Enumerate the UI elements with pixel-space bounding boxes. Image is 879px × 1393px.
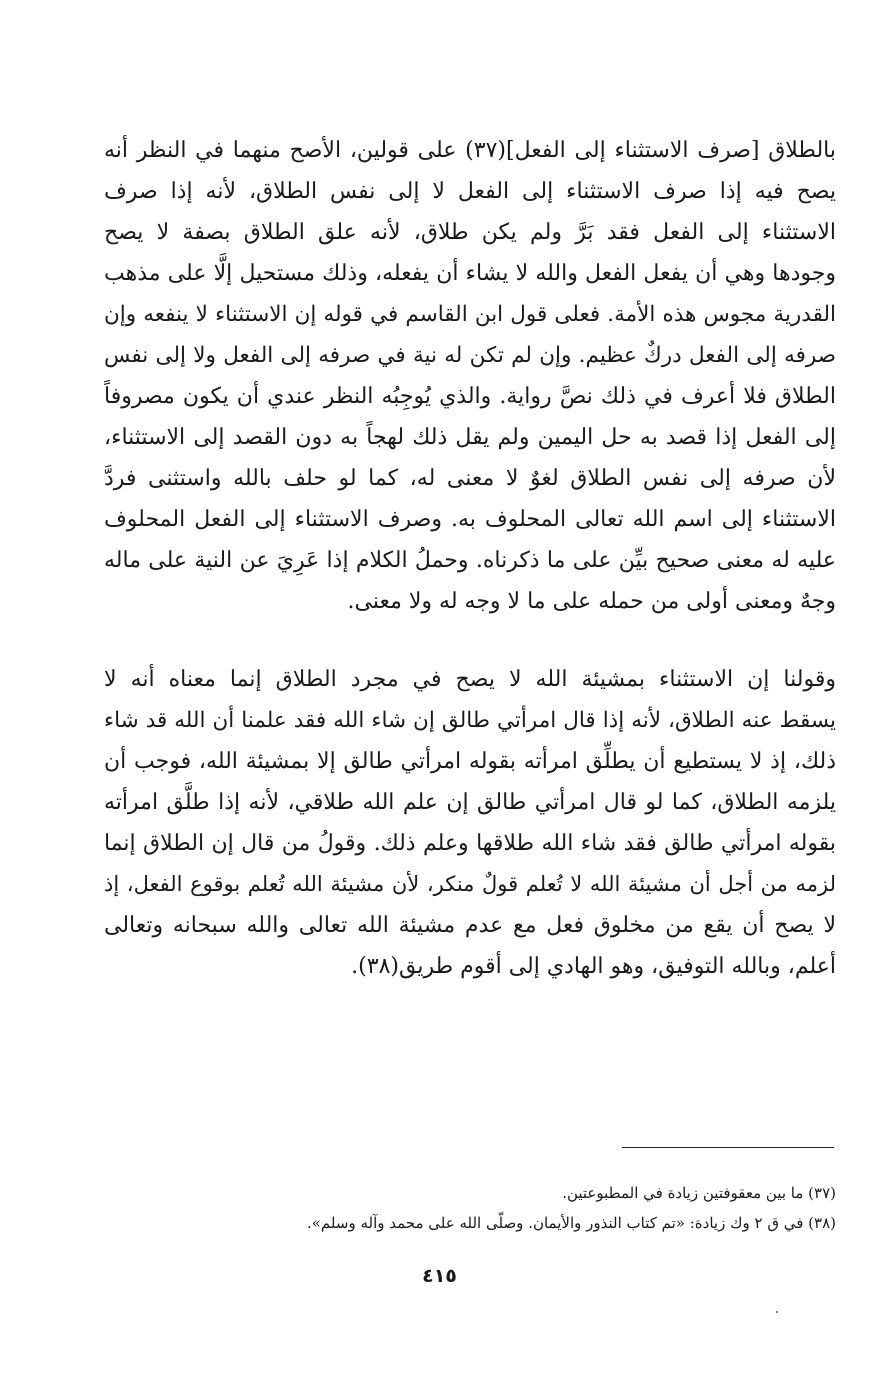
text-line: يصح فيه إذا صرف الاستثناء إلى الفعل لا إلى نفس الطلاق، لأنه إذا صرف: [104, 179, 836, 204]
text-line: القدرية مجوس هذه الأمة. فعلى قول ابن القاسم في قوله إن الاستثناء لا ينفعه وإن: [104, 302, 836, 327]
margin-dot: [776, 1311, 778, 1313]
text-line: بالطلاق [صرف الاستثناء إلى الفعل](٣٧) على قولين، الأصح منهما في النظر أنه: [104, 138, 836, 163]
text-line: وجودها وهي أن يفعل الفعل والله لا يشاء أن يفعله، وذلك مستحيل إلَّا على مذهب: [104, 261, 836, 286]
footnotes: [104, 1178, 836, 1238]
text-line: أعلم، وبالله التوفيق، وهو الهادي إلى أقوم طريق(٣٨).: [351, 954, 836, 979]
text-line: يلزمه الطلاق، كما لو قال امرأتي طالق إن علم الله طلاقي، لأنه إذا طلَّق امرأته: [104, 790, 836, 815]
footnote-37: (٣٧) ما بين معقوفتين زيادة في المطبوعتين.: [562, 1184, 836, 1202]
text-line: صرفه إلى الفعل دركٌ عظيم. وإن لم تكن له نية في صرفه إلى الفعل ولا إلى نفس: [104, 343, 836, 368]
text-line: بقوله امرأتي طالق فقد شاء الله طلاقها وعلم ذلك. وقولُ من قال إن الطلاق إنما: [104, 831, 836, 856]
text-line: الاستثناء إلى اسم الله تعالى المحلوف به. وصرف الاستثناء إلى الفعل المحلوف: [104, 507, 836, 532]
paragraph-1: [104, 130, 836, 622]
text-line: لأن صرفه إلى نفس الطلاق لغوٌ لا معنى له، كما لو حلف بالله واستثنى فردَّ: [104, 466, 836, 491]
paragraph-2: [104, 659, 836, 987]
page-number: ٤١٥: [422, 1265, 457, 1287]
text-line: يسقط عنه الطلاق، لأنه إذا قال امرأتي طالق إن شاء الله فقد علمنا أن الله قد شاء: [104, 708, 836, 733]
text-line: وجهٌ ومعنى أولى من حمله على ما لا وجه له ولا معنى.: [347, 589, 836, 614]
text-line: إلى الفعل إذا قصد به حل اليمين ولم يقل ذلك لهجاً به دون القصد إلى الاستثناء،: [104, 425, 836, 450]
text-line: الطلاق فلا أعرف في ذلك نصَّ رواية. والذي يُوجِبُه النظر عندي أن يكون مصروفاً: [104, 384, 836, 409]
text-line: عليه له معنى صحيح بيِّن على ما ذكرناه. وحملُ الكلام إذا عَرِيَ عن النية على ماله: [104, 548, 836, 573]
text-line: ذلك، إذ لا يستطيع أن يطلِّق امرأته بقوله امرأتي طالق إلا بمشيئة الله، فوجب أن: [104, 749, 836, 774]
text-line: لزمه من أجل أن مشيئة الله لا تُعلم قولٌ منكر، لأن مشيئة الله تُعلم بوقوع الفعل، إذ: [104, 872, 836, 896]
footnote-38: (٣٨) في ق ٢ وك زيادة: «تم كتاب النذور والأيمان. وصلّى الله على محمد وآله وسلم».: [306, 1214, 836, 1232]
text-line: وقولنا إن الاستثناء بمشيئة الله لا يصح في مجرد الطلاق إنما معناه أنه لا: [104, 667, 836, 692]
footnote-separator: [622, 1147, 834, 1148]
text-line: لا يصح أن يقع من مخلوق فعل مع عدم مشيئة الله تعالى والله سبحانه وتعالى: [104, 913, 836, 938]
text-line: الاستثناء إلى الفعل فقد بَرَّ ولم يكن طلاق، لأنه علق الطلاق بصفة لا يصح: [104, 220, 836, 245]
